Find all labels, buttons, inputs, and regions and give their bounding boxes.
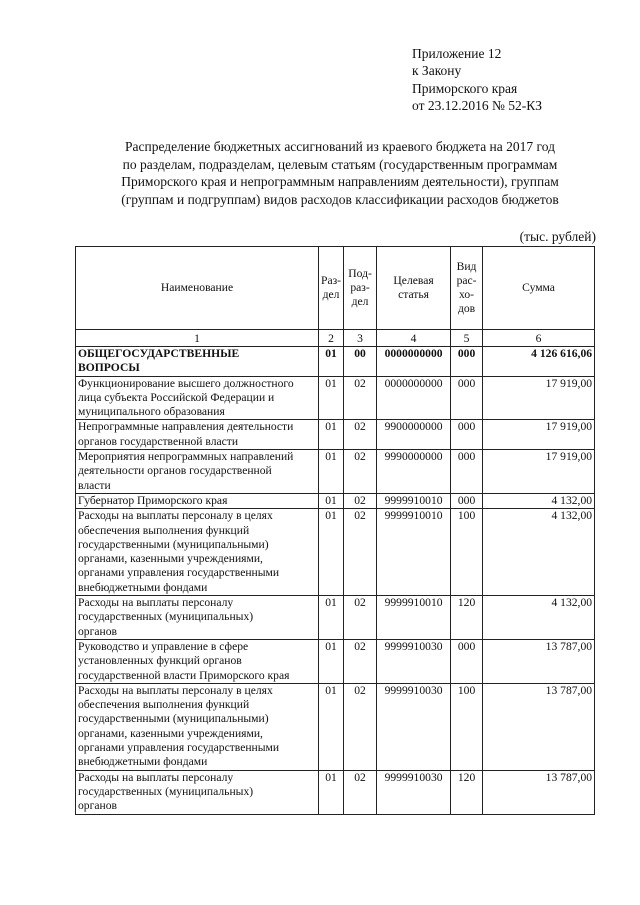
row-name-line: внебюджетными фондами (78, 580, 208, 594)
row-name-line: Расходы на выплаты персоналу в целях (78, 683, 273, 697)
row-name-line: органами управления государственными (78, 741, 280, 755)
row-name-line: установленных функций органов (78, 654, 242, 668)
row-name-line: государственной власти Приморского края (78, 668, 290, 682)
row-sum: 17 919,00 (483, 376, 595, 420)
table-body (76, 347, 595, 815)
row-expense-type: 100 (451, 683, 483, 770)
title-line: Распределение бюджетных ассигнований из краевого бюджета на 2017 год (125, 139, 555, 154)
row-name (76, 347, 319, 377)
row-section: 01 (319, 420, 344, 450)
row-sum: 4 132,00 (483, 596, 595, 640)
row-subsection: 02 (344, 683, 377, 770)
row-name-line: муниципального образования (78, 405, 225, 419)
appendix-line: Приморского края (412, 80, 518, 96)
budget-table (75, 246, 595, 815)
row-name-line: Расходы на выплаты персоналу (78, 770, 234, 784)
row-sum: 13 787,00 (483, 770, 595, 814)
row-name-line: государственных (муниципальных) (78, 610, 254, 624)
row-target-article: 9999910030 (377, 770, 451, 814)
row-name-line: обеспечения выполнения функций (78, 698, 250, 712)
row-expense-type: 120 (451, 770, 483, 814)
row-name-line: ВОПРОСЫ (78, 361, 140, 375)
row-name-line: Функционирование высшего должностного (78, 376, 294, 390)
column-number: 2 (319, 330, 344, 347)
row-name-line: ОБЩЕГОСУДАРСТВЕННЫЕ (78, 347, 240, 360)
row-target-article: 9999910030 (377, 639, 451, 683)
row-sum: 4 132,00 (483, 509, 595, 596)
row-name-line: лица субъекта Российской Федерации и (78, 390, 275, 404)
row-expense-type: 120 (451, 596, 483, 640)
row-expense-type: 000 (451, 420, 483, 450)
row-name-line: государственными (муниципальными) (78, 712, 269, 726)
table-row (76, 493, 595, 508)
column-number: 3 (344, 330, 377, 347)
row-name-line: органами управления государственными (78, 566, 280, 580)
appendix-line: Приложение 12 (412, 46, 502, 61)
row-name-line: органов (78, 799, 117, 813)
row-name (76, 683, 319, 770)
row-sum: 4 126 616,06 (483, 347, 595, 377)
row-section: 01 (319, 639, 344, 683)
row-section: 01 (319, 493, 344, 508)
row-expense-type: 000 (451, 347, 483, 377)
column-number-row (76, 330, 595, 347)
row-name (76, 770, 319, 814)
header-expense-type: Вид рас- хо- дов (451, 247, 483, 330)
table-row (76, 683, 595, 770)
row-name-line: органами, казенными учреждениями, (78, 552, 263, 566)
row-target-article: 9999910010 (377, 509, 451, 596)
row-section: 01 (319, 347, 344, 377)
column-number: 5 (451, 330, 483, 347)
row-target-article: 0000000000 (377, 376, 451, 420)
row-expense-type: 000 (451, 639, 483, 683)
header-section: Раз- дел (319, 247, 344, 330)
row-sum: 13 787,00 (483, 683, 595, 770)
row-name-line: обеспечения выполнения функций (78, 523, 250, 537)
appendix-reference (412, 45, 542, 114)
table-row (76, 509, 595, 596)
row-section: 01 (319, 376, 344, 420)
row-sum: 17 919,00 (483, 450, 595, 494)
table-row (76, 596, 595, 640)
row-sum: 4 132,00 (483, 493, 595, 508)
row-section: 01 (319, 770, 344, 814)
row-target-article: 9999910010 (377, 596, 451, 640)
title-line: (группам и подгруппам) видов расходов классификации расходов бюджетов (121, 191, 559, 207)
appendix-line: к Закону (412, 63, 462, 79)
row-expense-type: 000 (451, 450, 483, 494)
row-name-line: государственными (муниципальными) (78, 537, 269, 551)
row-target-article: 0000000000 (377, 347, 451, 377)
row-target-article: 9990000000 (377, 450, 451, 494)
row-subsection: 02 (344, 420, 377, 450)
table-row (76, 347, 595, 377)
row-expense-type: 000 (451, 376, 483, 420)
title-line: Приморского края и непрограммным направлениям деятельности), группам (121, 174, 559, 189)
column-number: 6 (483, 330, 595, 347)
table-row (76, 420, 595, 450)
units-label: (тыс. рублей) (519, 229, 596, 244)
row-section: 01 (319, 596, 344, 640)
row-sum: 13 787,00 (483, 639, 595, 683)
row-subsection: 02 (344, 493, 377, 508)
column-number: 4 (377, 330, 451, 347)
row-name-line: Расходы на выплаты персоналу в целях (78, 509, 273, 523)
column-number: 1 (76, 330, 319, 347)
table-header-row (76, 247, 595, 330)
row-name (76, 420, 319, 450)
title-line: по разделам, подразделам, целевым статьям (государственным программам (122, 156, 558, 172)
row-name-line: внебюджетными фондами (78, 755, 208, 769)
row-sum: 17 919,00 (483, 420, 595, 450)
row-name-line: Непрограммные направления деятельности (78, 420, 294, 434)
row-name (76, 450, 319, 494)
row-name (76, 493, 319, 508)
header-name: Наименование (76, 247, 319, 330)
row-name-line: органов государственной власти (78, 434, 239, 448)
document-title (70, 138, 610, 208)
header-sum: Сумма (483, 247, 595, 330)
row-name-line: Расходы на выплаты персоналу (78, 596, 234, 610)
row-name-line: власти (78, 478, 111, 492)
row-name-line: Руководство и управление в сфере (78, 639, 249, 653)
row-subsection: 02 (344, 770, 377, 814)
row-section: 01 (319, 683, 344, 770)
row-subsection: 02 (344, 509, 377, 596)
table-row (76, 450, 595, 494)
row-name (76, 509, 319, 596)
row-name (76, 639, 319, 683)
row-target-article: 9999910030 (377, 683, 451, 770)
row-target-article: 9900000000 (377, 420, 451, 450)
row-name-line: Губернатор Приморского края (78, 493, 228, 507)
row-name-line: органами, казенными учреждениями, (78, 726, 263, 740)
header-subsection: Под- раз- дел (344, 247, 377, 330)
row-target-article: 9999910010 (377, 493, 451, 508)
row-name-line: органов (78, 624, 117, 638)
row-name-line: Мероприятия непрограммных направлений (78, 450, 294, 464)
row-name (76, 596, 319, 640)
row-section: 01 (319, 450, 344, 494)
table-row (76, 376, 595, 420)
row-name (76, 376, 319, 420)
table-row (76, 770, 595, 814)
row-expense-type: 000 (451, 493, 483, 508)
row-subsection: 00 (344, 347, 377, 377)
row-subsection: 02 (344, 596, 377, 640)
row-name-line: деятельности органов государственной (78, 464, 272, 478)
header-target-article: Целевая статья (377, 247, 451, 330)
row-expense-type: 100 (451, 509, 483, 596)
row-subsection: 02 (344, 639, 377, 683)
row-section: 01 (319, 509, 344, 596)
row-name-line: государственных (муниципальных) (78, 784, 254, 798)
row-subsection: 02 (344, 450, 377, 494)
appendix-line: от 23.12.2016 № 52-КЗ (412, 97, 542, 113)
table-row (76, 639, 595, 683)
row-subsection: 02 (344, 376, 377, 420)
